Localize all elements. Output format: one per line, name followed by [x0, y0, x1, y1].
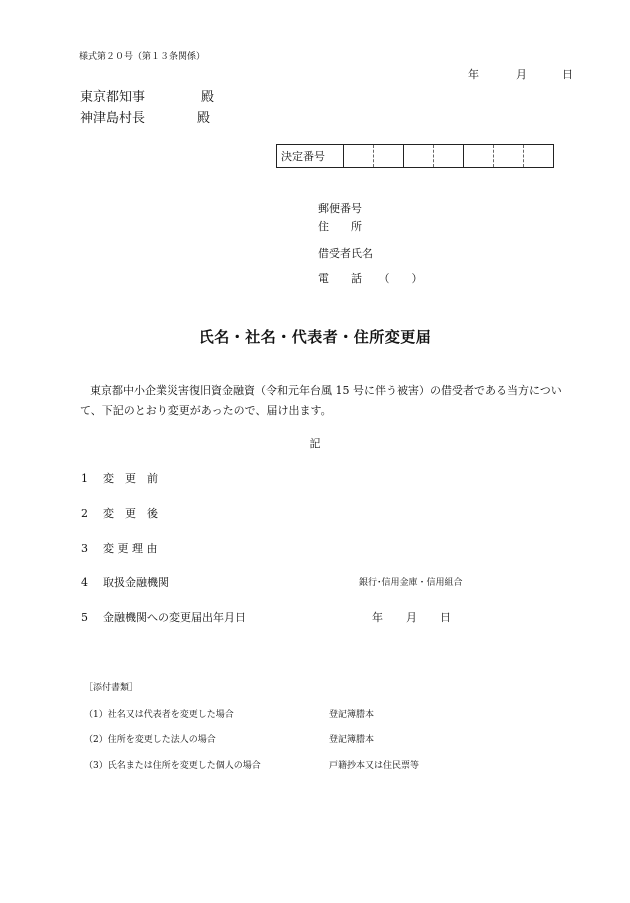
item-before-change [81, 470, 158, 486]
report-month-label: 月 [406, 611, 417, 624]
item-financial-institution [81, 574, 169, 590]
attachments-heading: ［添付書類］ [84, 683, 139, 693]
item-number: 3 [81, 542, 88, 555]
attachment-document: 登記簿謄本 [329, 735, 375, 745]
decision-number-table [276, 144, 554, 168]
item-label: 変 更 後 [103, 507, 158, 520]
item-label: 変 更 理 由 [103, 542, 158, 555]
item-after-change [81, 505, 158, 521]
submission-date [468, 66, 578, 82]
decision-number-box[interactable] [464, 145, 494, 168]
form-number: 様式第２０号（第１３条関係） [79, 52, 206, 62]
decision-number-box[interactable] [434, 145, 464, 168]
decision-number-box[interactable] [344, 145, 374, 168]
report-year-label: 年 [372, 611, 383, 624]
addressee-village-mayor: 神津島村長 [80, 111, 146, 126]
attachment-case: （2）住所を変更した法人の場合 [84, 735, 216, 745]
item-label: 変 更 前 [103, 472, 158, 485]
decision-number-box[interactable] [404, 145, 434, 168]
item-label: 金融機関への変更届出年月日 [103, 611, 246, 624]
decision-number-box[interactable] [524, 145, 554, 168]
report-day-label: 日 [440, 611, 451, 624]
phone-label: 電 話 （ ） [318, 272, 423, 285]
page-title: 氏名・社名・代表者・住所変更届 [198, 328, 432, 346]
borrower-name-label: 借受者氏名 [318, 247, 373, 260]
addressee-mayor-honorific: 殿 [197, 111, 211, 126]
date-year-label: 年 [468, 68, 479, 81]
item-label: 取扱金融機関 [103, 576, 169, 589]
addressee-governor: 東京都知事 [80, 90, 146, 105]
item-report-date [81, 609, 246, 625]
ki-heading: 記 [309, 437, 321, 450]
address-label: 住 所 [318, 220, 362, 233]
date-day-label: 日 [562, 68, 573, 81]
item-number: 4 [81, 576, 88, 589]
decision-number-box[interactable] [374, 145, 404, 168]
report-date-fields [372, 609, 462, 625]
postal-code-label: 郵便番号 [318, 202, 362, 215]
bank-type-options: 銀行･信用金庫・信用組合 [359, 578, 463, 588]
item-number: 2 [81, 507, 88, 520]
item-change-reason [81, 540, 158, 556]
decision-number-label: 決定番号 [277, 145, 344, 168]
attachment-case: （1）社名又は代表者を変更した場合 [84, 710, 234, 720]
addressee-governor-honorific: 殿 [201, 90, 215, 105]
attachment-document: 戸籍抄本又は住民票等 [329, 761, 420, 771]
item-number: 1 [81, 472, 88, 485]
decision-number-box[interactable] [494, 145, 524, 168]
attachment-case: （3）氏名または住所を変更した個人の場合 [84, 761, 261, 771]
attachment-document: 登記簿謄本 [329, 710, 375, 720]
date-month-label: 月 [516, 68, 527, 81]
item-number: 5 [81, 611, 88, 624]
body-paragraph: 東京都中小企業災害復旧資金融資（令和元年台風 15 号に伴う被害）の借受者である当方について、下記のとおり変更があったので、届け出ます。 [80, 384, 562, 417]
